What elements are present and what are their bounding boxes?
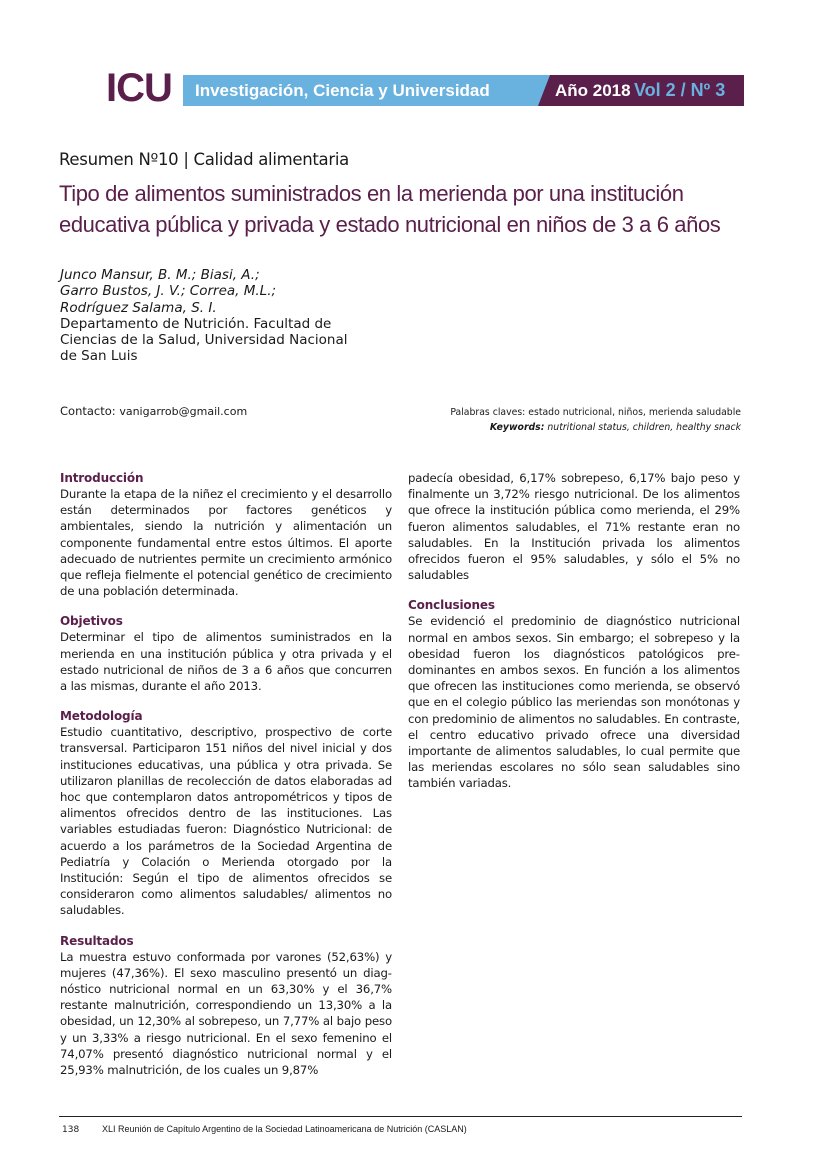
contact-email[interactable]: vanigarrob@gmail.com <box>119 405 248 418</box>
section-results-continued <box>408 470 740 583</box>
section-introduction <box>60 471 392 599</box>
author-line <box>60 300 400 316</box>
section-text: Determinar el tipo de alimentos suministrados en la merienda en una institución pública y otra privada y el estado nutricional de niños de 3 a 6 años que concurren a las mismas, durante el año 2013. <box>60 630 392 694</box>
issue-volume: Vol 2 / Nº 3 <box>634 80 726 100</box>
page-number: 138 <box>62 1125 80 1135</box>
section-text: padecía obesidad, 6,17% sobrepeso, 6,17% bajo peso y finalmente un 3,72% riesgo nutricional. De los alimentos que ofrece la institución pública como merienda, el 29% fueron alimentos saludables, el 71% restante eran no saludables. En la Institución privada los alimentos ofrecidos fueron el 95% saludables, y sólo el 5% no saludables <box>408 471 740 583</box>
issue-year: Año 2018 <box>555 81 631 100</box>
section-results <box>60 934 392 1079</box>
author-line <box>60 267 400 283</box>
journal-name: Investigación, Ciencia y Universidad <box>195 81 490 100</box>
author-names: Garro Bustos, J. V.; Correa, M.L.; <box>60 283 277 300</box>
affiliation-line: Ciencias de la Salud, Universidad Nacional <box>60 332 348 349</box>
section-heading: Introducción <box>60 471 144 485</box>
footer-divider <box>59 1116 742 1117</box>
journal-logo: ICU <box>106 66 172 110</box>
right-column <box>408 470 740 807</box>
keywords-en-label: Keywords: <box>489 422 545 433</box>
section-objectives <box>60 614 392 694</box>
affiliation-line: de San Luis <box>60 348 138 365</box>
author-names: Rodríguez Salama, S. I. <box>60 299 217 316</box>
affiliation-line: Departamento de Nutrición. Facultad de <box>60 315 332 332</box>
keywords-en-values: nutritional status, children, healthy snack <box>547 422 741 433</box>
keywords-en <box>450 420 741 435</box>
section-text: La muestra estuvo conformada por varones (52,63%) y mujeres (47,36%). El sexo masculino presentó un diagnóstico nutricional normal en un 63,30% y el 36,7% restante malnutrición, correspondiendo un 13,30% a la obesidad, un 12,30% al sobrepeso, un 7,77% al bajo peso y un 3,33% a riesgo nutricional. En el sexo femenino el 74,07% presentó diagnóstico nutricional normal y el 25,93% malnutrición, de los cuales un 9,87% <box>60 949 392 1078</box>
article-title-line-1: Tipo de alimentos suministrados en la merienda por una institución <box>59 181 684 206</box>
authors-block <box>60 267 400 365</box>
keywords <box>450 405 741 435</box>
section-label: Resumen Nº10 | Calidad alimentaria <box>59 150 349 169</box>
section-text: Durante la etapa de la niñez el crecimiento y el desarrollo están determinados por factores genéticos y ambientales, siendo la nutrición y alimentación un componente fundamental entre estos últimos. El aporte adecuado de nutrientes permite un crecimiento armónico que refleja fielmente el potencial genético de crecimiento de una población determinada. <box>60 487 392 599</box>
contact-label: Contacto: <box>60 404 116 418</box>
section-methodology <box>60 709 392 918</box>
left-column <box>60 471 392 1093</box>
section-text: Estudio cuantitativo, descriptivo, prospectivo de corte transversal. Participaron 151 niños del nivel inicial y dos instituciones educativas, una pública y otra privada. Se utilizaron planillas de recolección de datos elaboradas ad hoc que contemplaron datos antropométricos y tipos de alimentos ofrecidos dentro de las instituciones. Las variables estudiadas fueron: Diagnóstico Nutricional: de acuerdo a los parámetros de la Sociedad Argentina de Pediatría y Colación o Merienda otorgado por la Institución: Según el tipo de alimentos ofrecidos se consideraron como alimentos saludables/ alimentos no saludables. <box>60 725 392 918</box>
section-heading: Metodología <box>60 709 143 724</box>
contact <box>60 404 247 418</box>
section-heading: Objetivos <box>60 614 123 629</box>
article-title-line-2: educativa pública y privada y estado nutricional en niños de 3 a 6 años <box>59 212 721 237</box>
section-heading: Resultados <box>60 933 134 948</box>
article-title <box>59 178 759 240</box>
section-heading: Conclusiones <box>408 598 495 613</box>
keywords-es: Palabras claves: estado nutricional, niños, merienda saludable <box>450 407 741 418</box>
author-line <box>60 283 400 299</box>
section-text: Se evidenció el predominio de diagnóstico nutricional normal en ambos sexos. Sin embargo; el sobrepeso y la obesidad fueron los diagnósticos patológicos predominantes en ambos sexos. En función a los alimentos que ofrecen las instituciones como merienda, se observó que en el colegio público las meriendas son monótonas y con predominio de alimentos no saludables. En contraste, el centro educativo privado ofrece una diversidad importante de alimentos saludables, lo cual permite que las meriendas escolares no sólo sean saludables sino también variadas. <box>408 614 740 791</box>
author-names: Junco Mansur, B. M.; Biasi, A.; <box>60 267 260 283</box>
section-conclusions <box>408 598 740 791</box>
footer-text: XLI Reunión de Capítulo Argentino de la Sociedad Latinoamericana de Nutrición (CASLAN) <box>102 1124 467 1134</box>
